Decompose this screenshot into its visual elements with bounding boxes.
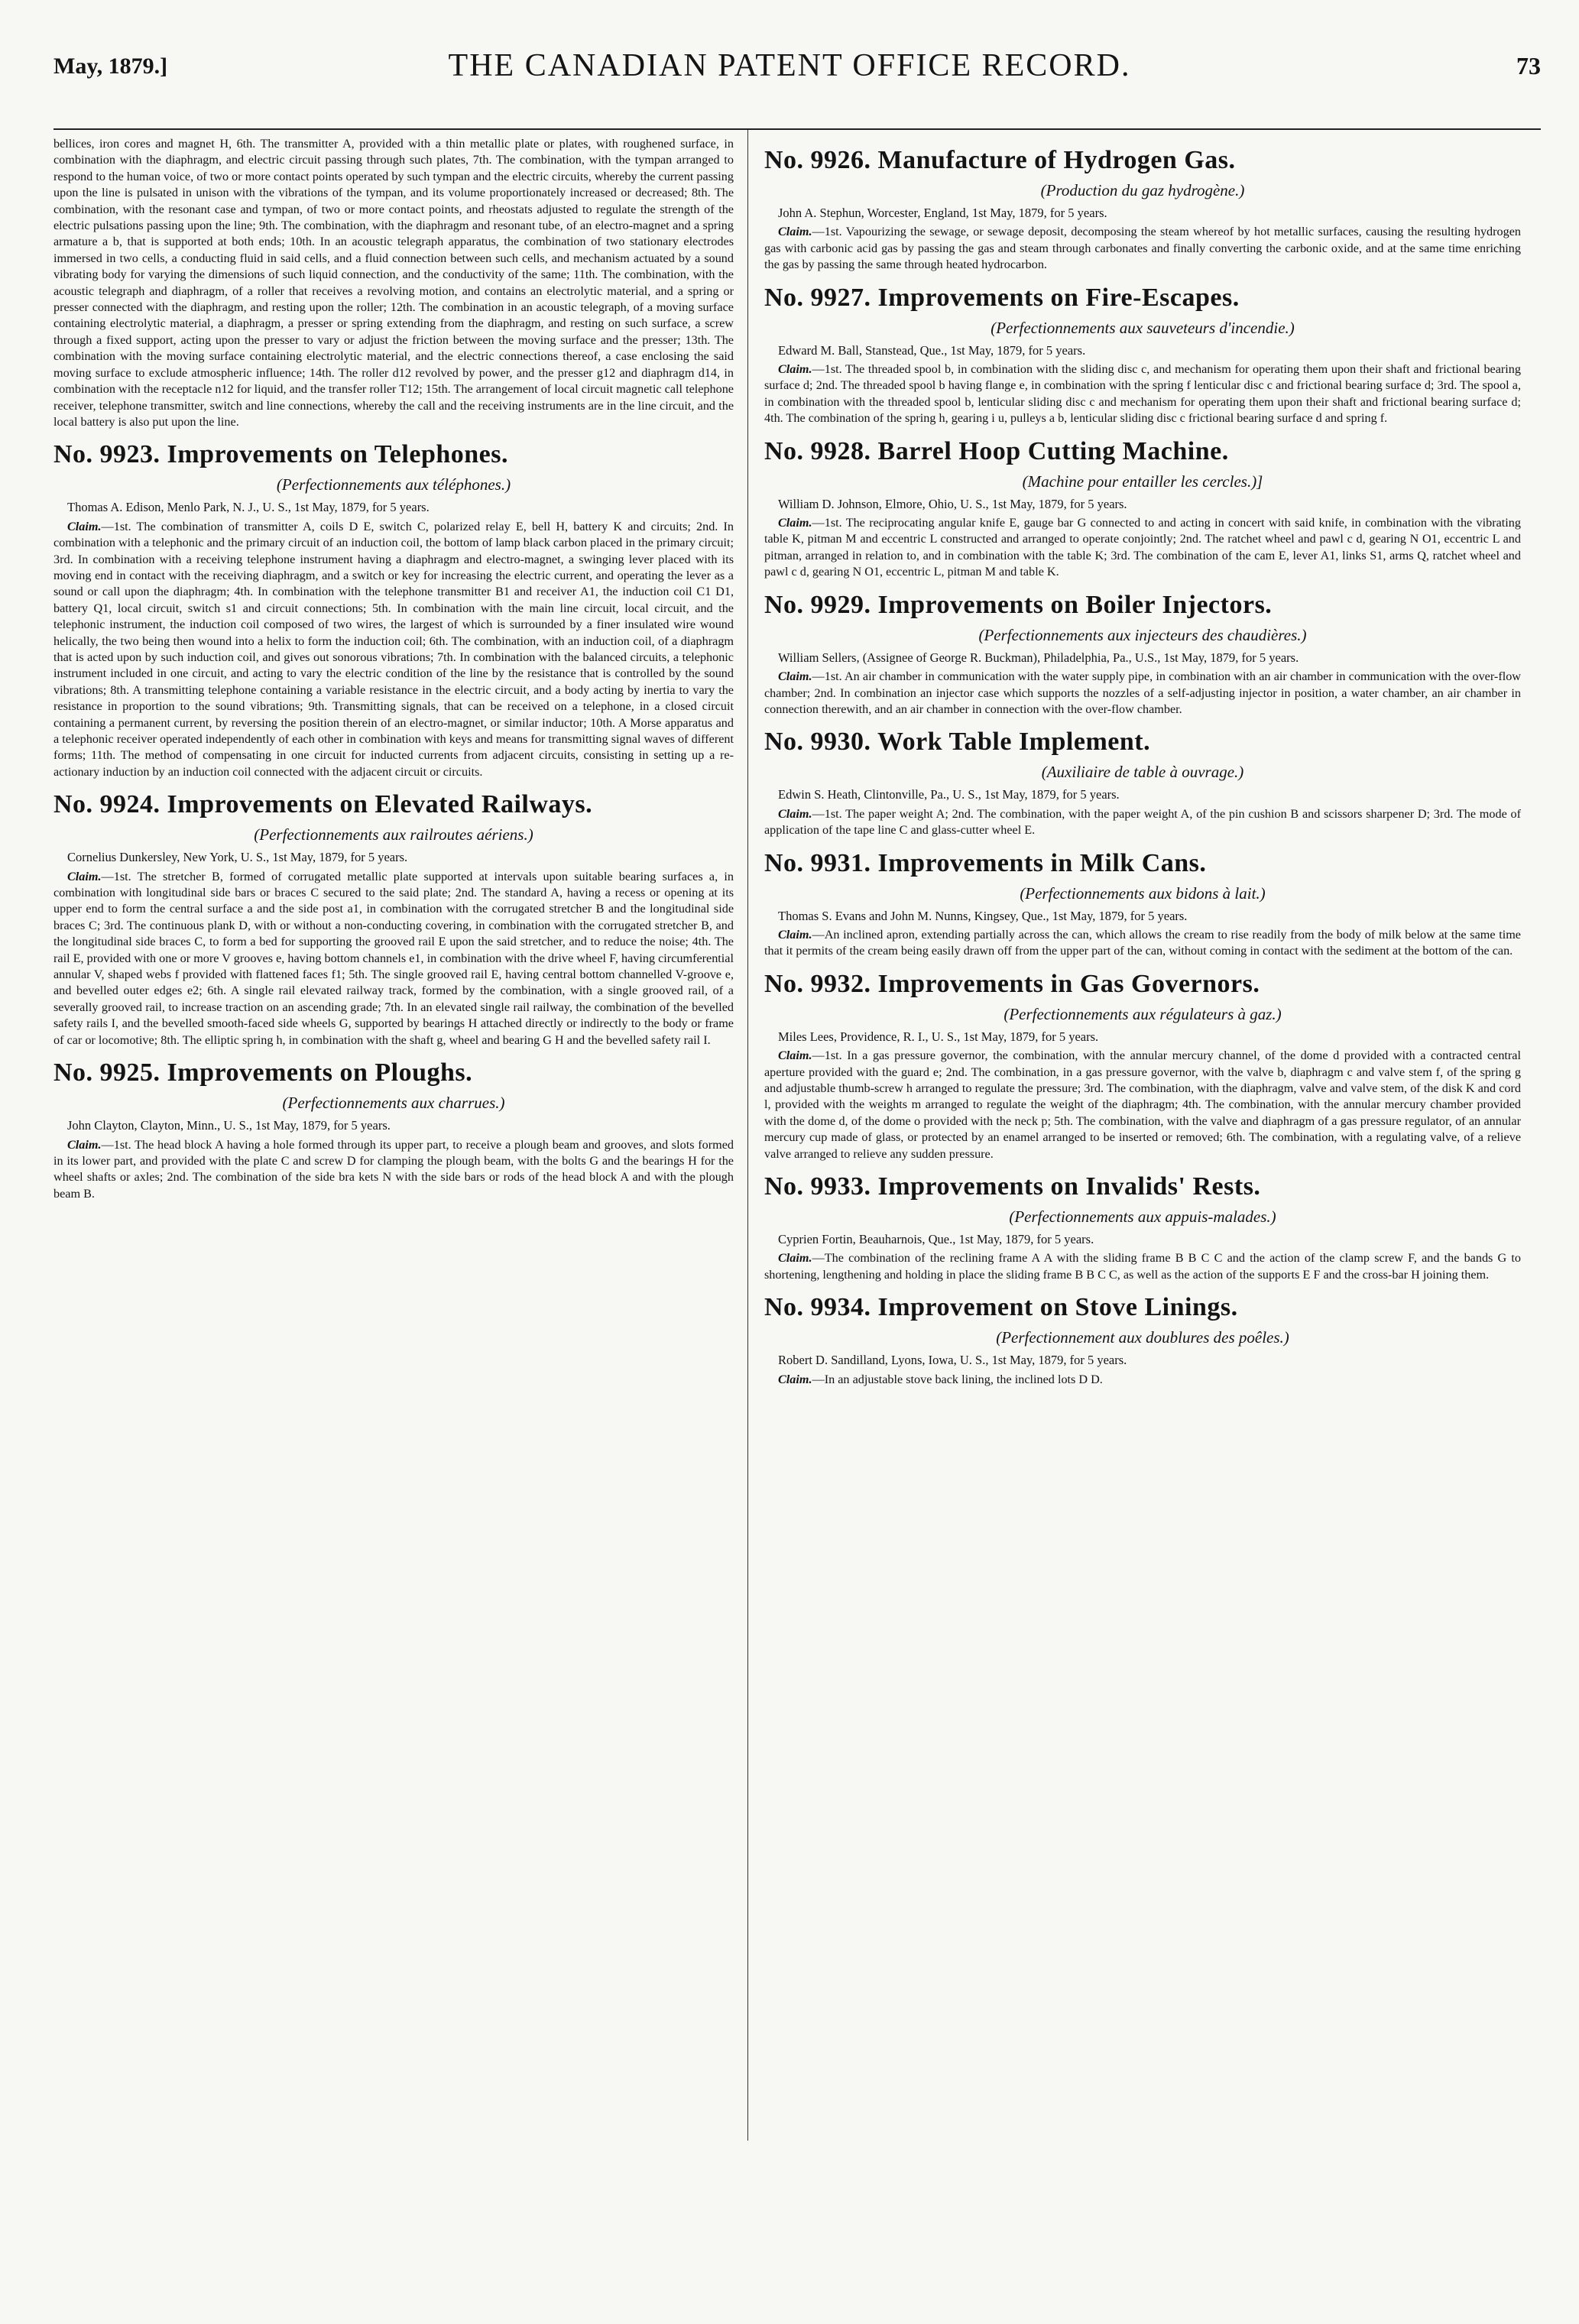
patent-claim bbox=[764, 1048, 1521, 1162]
patent-entry-9925 bbox=[53, 1058, 734, 1202]
page-header bbox=[23, 47, 1556, 93]
patent-french-title: (Perfectionnements aux appuis-malades.) bbox=[1009, 1207, 1276, 1226]
patent-heading: No. 9929. Improvements on Boiler Injectors. bbox=[764, 590, 1273, 619]
continued-claims-text: bellices, iron cores and magnet H, 6th. The transmitter A, provided with a thin metallic plate or plates, with roughened surface, in combination with the diaphragm, and electric circuit passing through such plates, 7th. The combination, with the tympan arranged to respond to the human voice, of two or more contact points operated by such tympan and the electric circuits, whereby the current passing upon the line is pulsated in unison with the vibrations of the tympan, and its volume proportionately increased or decreased; 8th. The combination, with the resonant case and tympan, of two or more contact points, and rheostats adjusted to regulate the strength of the electric pulsations passing upon the line; 9th. The combination, with the diaphragm and resonant tube, of an electro-magnet and a spring armature a b, that is supported at both ends; 10th. In an acoustic telegraph apparatus, the combination of two stationary electrodes immersed in two cells, a conducting fluid in said cells, and a fluid connection between such cells, and mechanism actuated by a sound vibrating body for varying the dimensions of such liquid connection, and the conductivity of the same; 11th. The combination, with the acoustic telegraph and diaphragm, of a roller that receives a revolving motion, and contains an electrolytic material, and a spring or presser connected with the diaphragm, and resting upon the roller; 12th. The combination in an acoustic telegraph, of a moving surface containing electrolytic material, a diaphragm, a presser or spring extending from the diaphragm, and resting on such surface, a screw through a fixed support, acting upon the presser to vary or adjust the friction between the moving surface and the presser; 13th. The combination with the moving surface containing electrolytic material, and the electric connections thereof, a case enclosing the said moving surface to exclude atmospheric influence; 14th. The roller d12 revolved by power, and the presser g12 and diaphragm d14, in combination with the receptacle n12 for liquid, and the transfer roller T12; 15th. The arrangement of local circuit magnetic call telephone receiver, telephone transmitter, switch and line connections, whereby the call and the receiving instruments are in the line circuit, and the local battery is also put upon the line. bbox=[53, 137, 734, 429]
patent-claim bbox=[53, 869, 734, 1049]
claim-text: —1st. The combination of transmitter A, coils D E, switch C, polarized relay E, bell H, battery K and circuits; 2nd. In combination with a telephonic and the primary circuit of an induction coil, the bottom of lamp black carbon placed in the primary circuit; 3rd. In combination with a receiving telephone instrument having a diaphragm and electro-magnet, a swinging lever placed with its moving end in contact with the receiving diaphragm, and a switch or key for increasing the electric current, and operating the lever as a sound or call upon the diaphragm; 4th. In combination with the telephone transmitter B1 and receiver A1, the induction coil C1 D1, battery Q1, local circuit, switch s1 and circuit connections; 5th. In combination with the main line circuit, local circuit, and the telephonic instrument, the induction coil composed of two wires, the largest of which is surrounded by a finer insulated wire wound helically, the two being then wound into a helix to form the induction coil; 6th. The combination, with an induction coil, of a diaphragm that is acted upon by such induction coil, and gives out sonorous vibrations; 7th. In combination with the balanced circuits, a telephonic instrument included in one circuit, and acting to vary the electric condition of the line by the resistance that is controlled by the sound vibrations; 8th. A transmitting telephone containing a variable resistance in the electric circuit, and a body acting by inertia to vary the resistance in proportion to the sound vibrations; 9th. Transmitting signals, that can be received on a telephone, in a closed circuit containing a permanent current, by reversing the position therein of an electro-magnet, or similar inductor; 10th. A Morse apparatus and a telephonic receiver operated independently of each other in combination with keys and means for transmitting signal waves of different forms; 11th. The method of compensating in one circuit for inducted currents from adjacent circuits, consisting in setting up a re-actionary induction by an induction coil connected with the adjacent circuit or circuits. bbox=[53, 519, 734, 779]
patent-inventor: William D. Johnson, Elmore, Ohio, U. S., 1st May, 1879, for 5 years. bbox=[778, 496, 1127, 511]
patent-french-title: (Auxiliaire de table à ouvrage.) bbox=[1041, 763, 1244, 782]
claim-label: Claim. bbox=[778, 806, 812, 821]
claim-text: —The combination of the reclining frame A A with the sliding frame B B C C and the action of the clamp screw F, and the bands G to shortening, lengthening and holding in place the sliding frame B B C C, as well as the action of the supports E F and the cross-bar H joining them. bbox=[764, 1251, 1521, 1282]
patent-heading: No. 9923. Improvements on Telephones. bbox=[53, 440, 508, 469]
patent-french-title: (Perfectionnements aux régulateurs à gaz.) bbox=[1003, 1004, 1282, 1023]
patent-claim bbox=[764, 669, 1521, 718]
claim-label: Claim. bbox=[778, 669, 812, 684]
patent-claim bbox=[764, 361, 1521, 427]
patent-inventor: William Sellers, (Assignee of George R. Buckman), Philadelphia, Pa., U.S., 1st May, 1879, for 5 years. bbox=[778, 650, 1299, 665]
patent-claim bbox=[53, 519, 734, 781]
patent-heading: No. 9933. Improvements on Invalids' Rests. bbox=[764, 1172, 1261, 1201]
patent-inventor: Cornelius Dunkersley, New York, U. S., 1st May, 1879, for 5 years. bbox=[67, 850, 408, 865]
patent-heading: No. 9931. Improvements in Milk Cans. bbox=[764, 848, 1207, 877]
claim-label: Claim. bbox=[778, 927, 812, 942]
patent-entry-9934 bbox=[764, 1292, 1521, 1388]
patent-heading: No. 9932. Improvements in Gas Governors. bbox=[764, 969, 1260, 998]
patent-heading: No. 9934. Improvement on Stove Linings. bbox=[764, 1293, 1238, 1322]
patent-inventor: Thomas A. Edison, Menlo Park, N. J., U. S., 1st May, 1879, for 5 years. bbox=[67, 500, 430, 515]
patent-claim bbox=[764, 224, 1521, 273]
patent-entry-9928 bbox=[764, 436, 1521, 581]
patent-heading: No. 9924. Improvements on Elevated Railways. bbox=[53, 790, 593, 819]
patent-inventor: Miles Lees, Providence, R. I., U. S., 1st May, 1879, for 5 years. bbox=[778, 1029, 1099, 1044]
patent-entry-9926 bbox=[764, 145, 1521, 274]
patent-heading: No. 9927. Improvements on Fire-Escapes. bbox=[764, 283, 1240, 312]
patent-heading: No. 9928. Barrel Hoop Cutting Machine. bbox=[764, 436, 1229, 465]
patent-inventor: John A. Stephun, Worcester, England, 1st May, 1879, for 5 years. bbox=[778, 206, 1107, 220]
column-divider bbox=[747, 130, 748, 2141]
patent-french-title: (Perfectionnements aux railroutes aériens.) bbox=[254, 825, 533, 844]
patent-heading: No. 9926. Manufacture of Hydrogen Gas. bbox=[764, 146, 1236, 174]
left-column bbox=[53, 136, 734, 2293]
patent-entry-9932 bbox=[764, 969, 1521, 1162]
page-number: 73 bbox=[1516, 52, 1541, 79]
patent-entry-9930 bbox=[764, 727, 1521, 838]
patent-inventor: John Clayton, Clayton, Minn., U. S., 1st May, 1879, for 5 years. bbox=[67, 1118, 391, 1133]
patent-french-title: (Machine pour entailler les cercles.)] bbox=[1022, 472, 1263, 491]
claim-label: Claim. bbox=[778, 1372, 812, 1386]
claim-label: Claim. bbox=[778, 1049, 812, 1063]
patent-heading: No. 9930. Work Table Implement. bbox=[764, 728, 1151, 757]
claim-text: —1st. In a gas pressure governor, the combination, with the annular mercury channel, of the dome d provided with a contracted central aperture provided with the guard e; 2nd. The combination, in a gas pressure governor, with the valve b, diaphragm c and valve stem f, of the spring g and adjustable thumb-screw h arranged to regulate the pressure; 3rd. The combination, with the diaphragm, valve and valve stem, of the disk K and cord l, provided with the weights m arranged to regulate the weight of the diaphragm; 4th. The combination, with the annular mercury chamber provided with the dome d, of the dome o provided with the neck p; 5th. The combination, with the valve and diaphragm of a gas pressure regulator, of an annular mercury cup made of glass, or protected by an enamel arranged to be inserted or removed; 6th. The combination, with a regulating valve, of a relieve valve arranged to relieve any sudden pressure. bbox=[764, 1049, 1521, 1161]
claim-text: —1st. Vapourizing the sewage, or sewage deposit, decomposing the steam whereof by hot metallic surfaces, causing the resulting hydrogen gas with carbonic acid gas by passing the gas and steam through carbonates and finally converting the carbonic oxide, and at the same time enriching the gas by passing the same through heated hydrocarbon. bbox=[764, 225, 1521, 272]
claim-text: —1st. The head block A having a hole formed through its upper part, to receive a plough beam and grooves, and slots formed in its lower part, and provided with the plate C and screw D for clamping the plough beam, with the bolts G and the bearings H for the wheel shafts or axles; 2nd. The combination of the side bra kets N with the side bars or rods of the head block A and with the plough beam B. bbox=[53, 1137, 734, 1201]
right-column bbox=[764, 136, 1521, 2293]
claim-label: Claim. bbox=[67, 519, 102, 533]
patent-french-title: (Perfectionnements aux sauveteurs d'incendie.) bbox=[991, 318, 1295, 337]
patent-claim bbox=[764, 927, 1521, 960]
patent-claim bbox=[764, 515, 1521, 581]
claim-label: Claim. bbox=[778, 1251, 812, 1266]
patent-french-title: (Perfectionnements aux injecteurs des chaudières.) bbox=[978, 625, 1307, 644]
claim-text: —In an adjustable stove back lining, the inclined lots D D. bbox=[812, 1372, 1103, 1386]
patent-inventor: Cyprien Fortin, Beauharnois, Que., 1st May, 1879, for 5 years. bbox=[778, 1232, 1094, 1246]
patent-french-title: (Perfectionnement aux doublures des poêles.) bbox=[996, 1328, 1289, 1347]
patent-french-title: (Perfectionnements aux charrues.) bbox=[282, 1094, 505, 1113]
claim-label: Claim. bbox=[778, 225, 812, 239]
patent-inventor: Thomas S. Evans and John M. Nunns, Kingsey, Que., 1st May, 1879, for 5 years. bbox=[778, 908, 1188, 923]
patent-entry-9931 bbox=[764, 848, 1521, 960]
claim-text: —1st. An air chamber in communication with the water supply pipe, in combination with an air chamber in communication with the over-flow chamber; 2nd. In combination an injector case which supports the nozzles of a self-adjusting injector in position, a water chamber, an air chamber in connection therewith, and an air chamber in connection with the over-flow chamber. bbox=[764, 669, 1521, 716]
claim-label: Claim. bbox=[67, 1137, 102, 1152]
patent-inventor: Edwin S. Heath, Clintonville, Pa., U. S., 1st May, 1879, for 5 years. bbox=[778, 787, 1120, 802]
patent-heading: No. 9925. Improvements on Ploughs. bbox=[53, 1058, 473, 1087]
patent-claim bbox=[53, 1137, 734, 1203]
claim-text: —1st. The stretcher B, formed of corrugated metallic plate supported at intervals upon suitable bearing surfaces a, in combination with longitudinal side bars or braces C secured to the said plate; 2nd. The standard A, having a recess or opening at its upper end to form the central surface a and the side post a1, in combination with the corrugated stretcher B and the longitudinal side braces C; 3rd. The continuous plank D, with or without a non-conducting covering, in combination with the corrugated stretcher B, and the longitudinal side braces C, to form a bed for supporting the grooved rail E upon the said stretcher, and to reduce the noise; 4th. The rail E, provided with one or more V grooves e, having bottom channels e1, in combination with the drive wheel F, having circumferential annular V, shaped webs f provided with flattened faces f1; 5th. The single grooved rail E, having central bottom channelled V-groove e, and bevelled outer edges e2; 6th. A single rail elevated railway track, formed by the combination, with a single grooved rail, of a severally grooved rail, to increase traction on an ascending grade; 7th. In an elevated single rail railway, the combination of the bevelled safety rails I, and the bevelled smooth-faced side wheels G, supported by bearings H attached directly or indirectly to the body or frame of car or locomotive; 8th. The elliptic spring h, in combination with the shaft g, wheel and bearing G H and the bevelled safety rail I. bbox=[53, 869, 734, 1047]
patent-entry-9933 bbox=[764, 1172, 1521, 1283]
patent-inventor: Robert D. Sandilland, Lyons, Iowa, U. S., 1st May, 1879, for 5 years. bbox=[778, 1353, 1127, 1368]
claim-text: —1st. The reciprocating angular knife E, gauge bar G connected to and acting in concert with said knife, in combination with the vibrating table K, pitman M and eccentric L constructed and arranged to operate conjointly; 2nd. The ratchet wheel and pawl c d, gearing N O1, eccentric L and pitman, arranged in relation to, and in combination with the table K; 3rd. The combination of the cam E, lever A1, links S1, arms Q, ratchet wheel and pawl c d, gearing N O1, eccentric L, pitman M and table K. bbox=[764, 516, 1521, 579]
header-title: THE CANADIAN PATENT OFFICE RECORD. bbox=[448, 48, 1131, 83]
claim-text: —1st. The paper weight A; 2nd. The combination, with the paper weight A, of the pin cushion B and scissors sharpener D; 3rd. The mode of application of the tape line C and glass-cutter wheel E. bbox=[764, 806, 1521, 838]
patent-entry-9923 bbox=[53, 439, 734, 780]
patent-entry-9924 bbox=[53, 789, 734, 1049]
patent-inventor: Edward M. Ball, Stanstead, Que., 1st May, 1879, for 5 years. bbox=[778, 342, 1086, 358]
patent-entry-9927 bbox=[764, 283, 1521, 427]
claim-text: —1st. The threaded spool b, in combination with the sliding disc c, and mechanism for operating them upon their shaft and frictional bearing surface d; 2nd. The threaded spool b having flange e, in combination with the spring f lenticular disc c and frictional bearing surface d; 3rd. The spool a, in combination with the threaded spool b, lenticular sliding disc c and mechanism for operating them upon their shaft and frictional bearing surface d; 4th. The combination of the spring h, gearing i u, pulleys a b, lenticular sliding disc c frictional bearing surface d and spring f. bbox=[764, 362, 1521, 426]
patent-french-title: (Perfectionnements aux bidons à lait.) bbox=[1020, 883, 1266, 903]
header-date: May, 1879.] bbox=[53, 53, 168, 79]
claim-label: Claim. bbox=[67, 869, 102, 883]
patent-claim bbox=[764, 1372, 1521, 1388]
claim-label: Claim. bbox=[778, 362, 812, 377]
patent-claim bbox=[764, 806, 1521, 839]
patent-french-title: (Perfectionnements aux téléphones.) bbox=[276, 475, 511, 494]
claim-label: Claim. bbox=[778, 516, 812, 530]
header-rule bbox=[53, 128, 1541, 130]
patent-entry-9929 bbox=[764, 590, 1521, 718]
claim-text: —An inclined apron, extending partially across the can, which allows the cream to rise readily from the body of milk below at the same time that it permits of the cream being easily drawn off from the upper part of the can, without coming in contact with the sediment at the bottom of the can. bbox=[764, 927, 1521, 958]
patent-claim bbox=[764, 1250, 1521, 1283]
patent-french-title: (Production du gaz hydrogène.) bbox=[1040, 181, 1245, 199]
